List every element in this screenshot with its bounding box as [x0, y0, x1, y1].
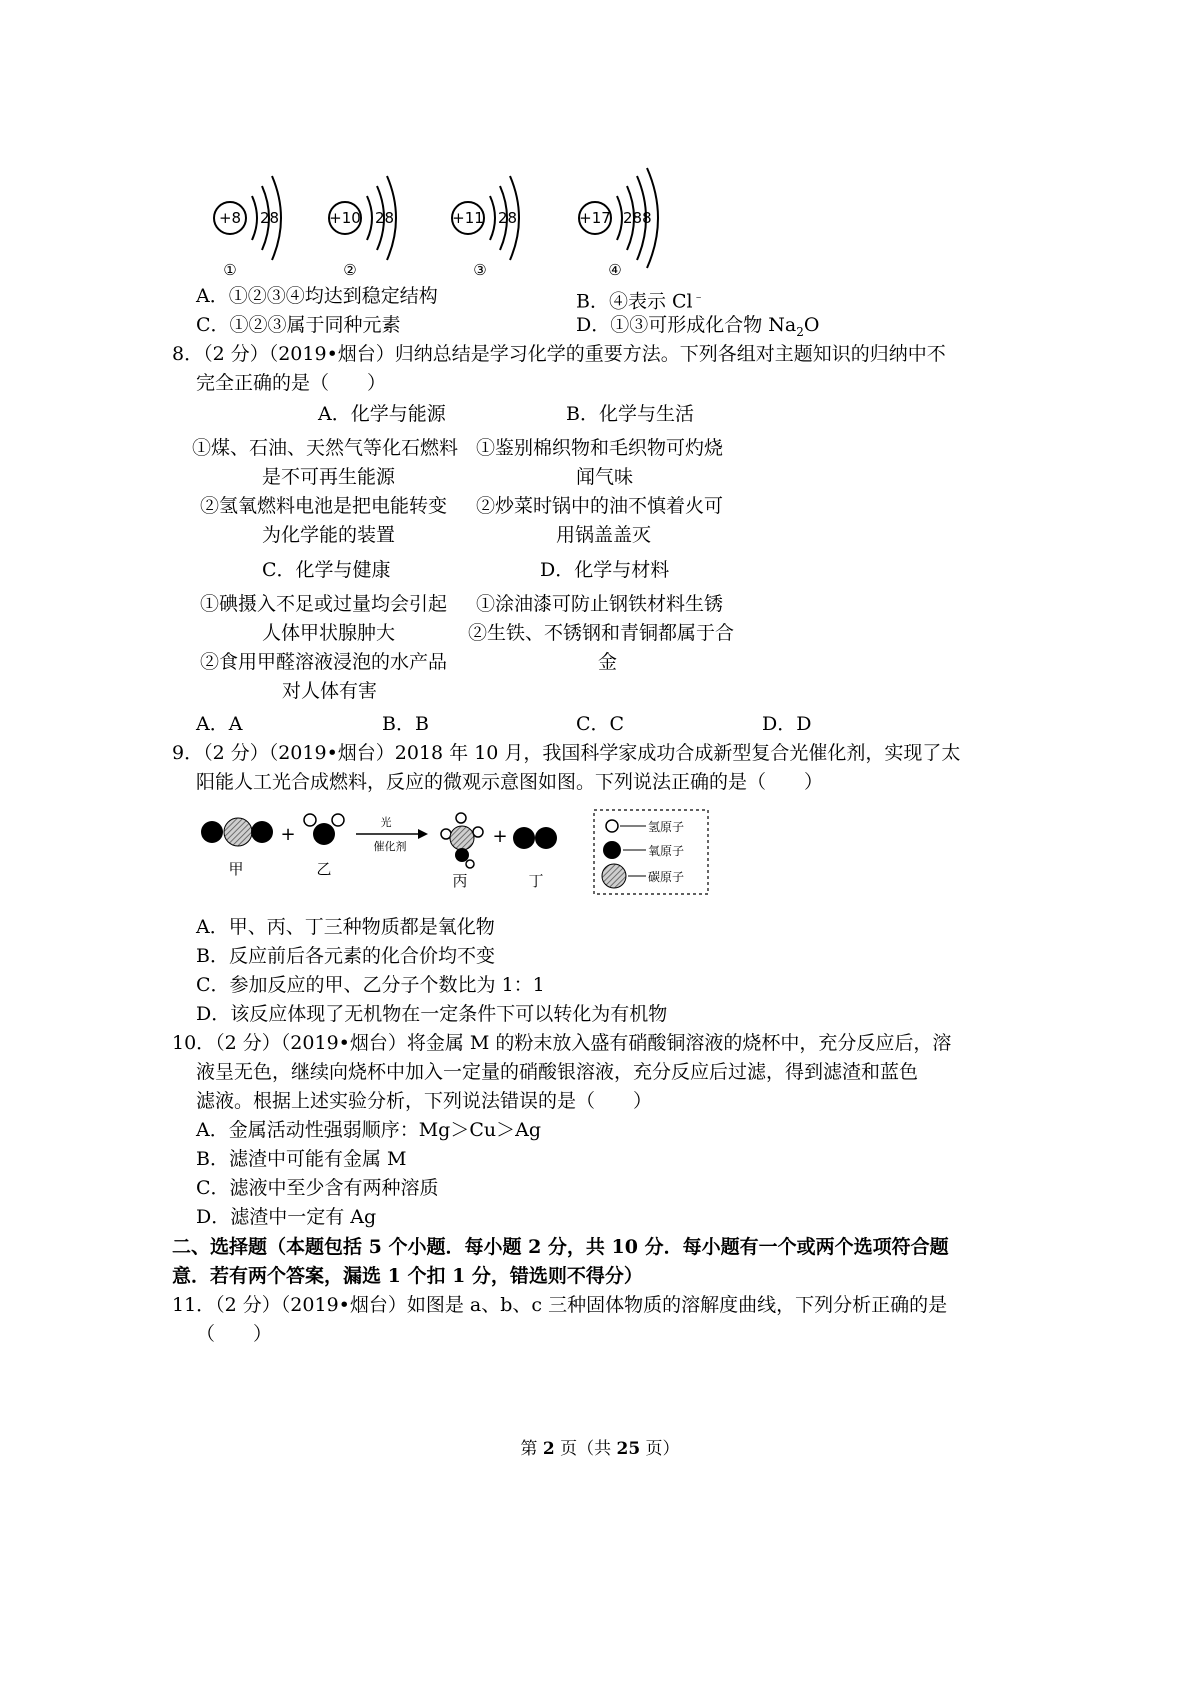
q9-stem-line2: 阳能人工光合成燃料，反应的微观示意图如图。下列说法正确的是（ ） [196, 771, 824, 793]
q8-stem-line2: 完全正确的是（ ） [196, 372, 387, 394]
q9-option-a: A．甲、丙、丁三种物质都是氧化物 [196, 916, 495, 938]
footer-prefix: 第 [520, 1439, 543, 1459]
arrow-top-label: 光 [380, 816, 392, 829]
q10-stem-line1: 10．（2 分）（2019•烟台）将金属 M 的粉末放入盛有硝酸铜溶液的烧杯中，充分反应后，溶 [172, 1032, 952, 1054]
jia-oxygen-left [201, 821, 223, 843]
q8-c2-line1: ②食用甲醛溶液浸泡的水产品 [200, 651, 448, 673]
q7-option-b-text: B．④表示 Cl [576, 290, 693, 313]
bing-hydrogen-right [473, 827, 483, 837]
q8-d2-line2: 金 [598, 651, 618, 673]
section2-heading-line1: 二、选择题（本题包括 5 个小题．每小题 2 分，共 10 分．每小题有一个或两个选项符合题 [172, 1236, 949, 1258]
q8-b2-line2: 用锅盖盖灭 [556, 524, 652, 546]
q8-b2-line1: ②炒菜时锅中的油不慎着火可 [476, 495, 724, 517]
atom4-label: ④ [608, 261, 622, 279]
bing-carbon [450, 826, 474, 850]
q8-c1-line1: ①碘摄入不足或过量均会引起 [200, 593, 448, 615]
q11-stem-line1: 11．（2 分）（2019•烟台）如图是 a、b、c 三种固体物质的溶解度曲线，下列分析正确的是 [172, 1294, 948, 1316]
q7-option-b-charge: ﹣ [692, 289, 705, 303]
atom-structure-figure [200, 150, 720, 280]
atom1-nucleus: +8 [218, 209, 242, 227]
jia-label: 甲 [228, 860, 244, 878]
bing-label: 丙 [452, 872, 468, 890]
q8-c2-line2: 对人体有害 [282, 680, 378, 702]
q8-a2-line2: 为化学能的装置 [262, 524, 396, 546]
q10-option-b: B．滤渣中可能有金属 M [196, 1148, 407, 1170]
q8-c1-line2: 人体甲状腺肿大 [262, 622, 396, 644]
q11-stem-line2: （ ） [196, 1323, 273, 1345]
footer-middle: 页（共 [554, 1439, 617, 1459]
atom3-label: ③ [473, 261, 487, 279]
arrow-bottom-label: 催化剂 [373, 840, 407, 853]
q7-option-d-subscript: 2 [796, 324, 804, 339]
q10-option-d: D．滤渣中一定有 Ag [196, 1206, 377, 1228]
q8-head-c: C．化学与健康 [262, 559, 391, 581]
reaction-arrow-head [418, 829, 428, 839]
q8-a1-line1: ①煤、石油、天然气等化石燃料 [192, 437, 459, 459]
q8-b1-line2: 闻气味 [576, 466, 634, 488]
q9-stem-line1: 9．（2 分）（2019•烟台）2018 年 10 月，我国科学家成功合成新型复合光催化剂，实现了太 [172, 742, 961, 764]
q7-option-b [576, 284, 705, 313]
q8-option-b: B．B [382, 713, 429, 735]
q7-option-d [576, 313, 819, 344]
yi-label: 乙 [316, 860, 332, 878]
atom2-nucleus: +10 [329, 209, 361, 227]
reaction-diagram [196, 808, 716, 898]
q8-option-d: D．D [762, 713, 812, 735]
ding-oxygen-right [535, 827, 557, 849]
q10-option-c: C．滤液中至少含有两种溶质 [196, 1177, 439, 1199]
q8-stem-line1: 8．（2 分）（2019•烟台）归纳总结是学习化学的重要方法。下列各组对主题知识的归纳中不 [172, 343, 946, 365]
bing-hydrogen-bottom [466, 860, 474, 868]
legend-hydrogen-icon [606, 820, 618, 832]
ding-oxygen-left [513, 827, 535, 849]
jia-carbon [224, 818, 252, 846]
ding-label: 丁 [528, 872, 544, 890]
q8-head-a: A．化学与能源 [318, 403, 446, 425]
q8-a1-line2: 是不可再生能源 [262, 466, 396, 488]
atom1-label: ① [223, 261, 237, 279]
q7-option-a: A．①②③④均达到稳定结构 [196, 285, 438, 307]
bing-hydrogen-left [441, 829, 451, 839]
q7-option-c: C．①②③属于同种元素 [196, 314, 401, 336]
footer-page-number: 2 [542, 1439, 555, 1459]
legend-oxygen-icon [603, 841, 621, 859]
section2-heading-line2: 意．若有两个答案，漏选 1 个扣 1 分，错选则不得分） [172, 1265, 643, 1287]
footer-suffix: 页） [640, 1439, 680, 1459]
atom2-shells: 28 [375, 209, 395, 227]
q10-stem-line3: 滤液。根据上述实验分析，下列说法错误的是（ ） [196, 1090, 653, 1112]
footer-total-pages: 25 [616, 1439, 641, 1459]
atom1-shells: 28 [260, 209, 280, 227]
plus-sign-1: + [280, 824, 296, 845]
q8-d1: ①涂油漆可防止钢铁材料生锈 [476, 593, 724, 615]
q8-d2-line1: ②生铁、不锈钢和青铜都属于合 [468, 622, 735, 644]
q7-option-d-tail: O [803, 314, 820, 336]
legend-carbon-label: 碳原子 [648, 870, 685, 884]
q10-option-a: A．金属活动性强弱顺序：Mg＞Cu＞Ag [196, 1119, 541, 1141]
legend-hydrogen-label: 氢原子 [648, 820, 685, 834]
atom3-nucleus: +11 [452, 209, 484, 227]
atom4-nucleus: +17 [579, 209, 611, 227]
bing-oxygen [455, 848, 469, 862]
plus-sign-2: + [492, 826, 508, 847]
yi-hydrogen-left [304, 814, 316, 826]
atom3-shells: 28 [498, 209, 518, 227]
q8-b1-line1: ①鉴别棉织物和毛织物可灼烧 [476, 437, 724, 459]
jia-oxygen-right [251, 821, 273, 843]
q8-head-b: B．化学与生活 [566, 403, 694, 425]
q9-option-b: B．反应前后各元素的化合价均不变 [196, 945, 495, 967]
legend-oxygen-label: 氧原子 [648, 844, 685, 858]
atom4-shells: 288 [623, 209, 652, 227]
yi-oxygen [313, 823, 335, 845]
q8-head-d: D．化学与材料 [540, 559, 670, 581]
q8-a2-line1: ②氢氧燃料电池是把电能转变 [200, 495, 448, 517]
q8-option-c: C．C [576, 713, 625, 735]
q7-option-d-text: D．①③可形成化合物 Na [576, 314, 797, 336]
q10-stem-line2: 液呈无色，继续向烧杯中加入一定量的硝酸银溶液，充分反应后过滤，得到滤渣和蓝色 [196, 1061, 919, 1083]
q9-option-d: D．该反应体现了无机物在一定条件下可以转化为有机物 [196, 1003, 668, 1025]
page-footer [0, 1434, 1200, 1459]
atom2-label: ② [343, 261, 357, 279]
legend-carbon-icon [602, 864, 626, 888]
q9-option-c: C．参加反应的甲、乙分子个数比为 1：1 [196, 974, 545, 996]
bing-hydrogen-top [456, 813, 466, 823]
q8-option-a: A．A [196, 713, 243, 735]
yi-hydrogen-right [332, 814, 344, 826]
